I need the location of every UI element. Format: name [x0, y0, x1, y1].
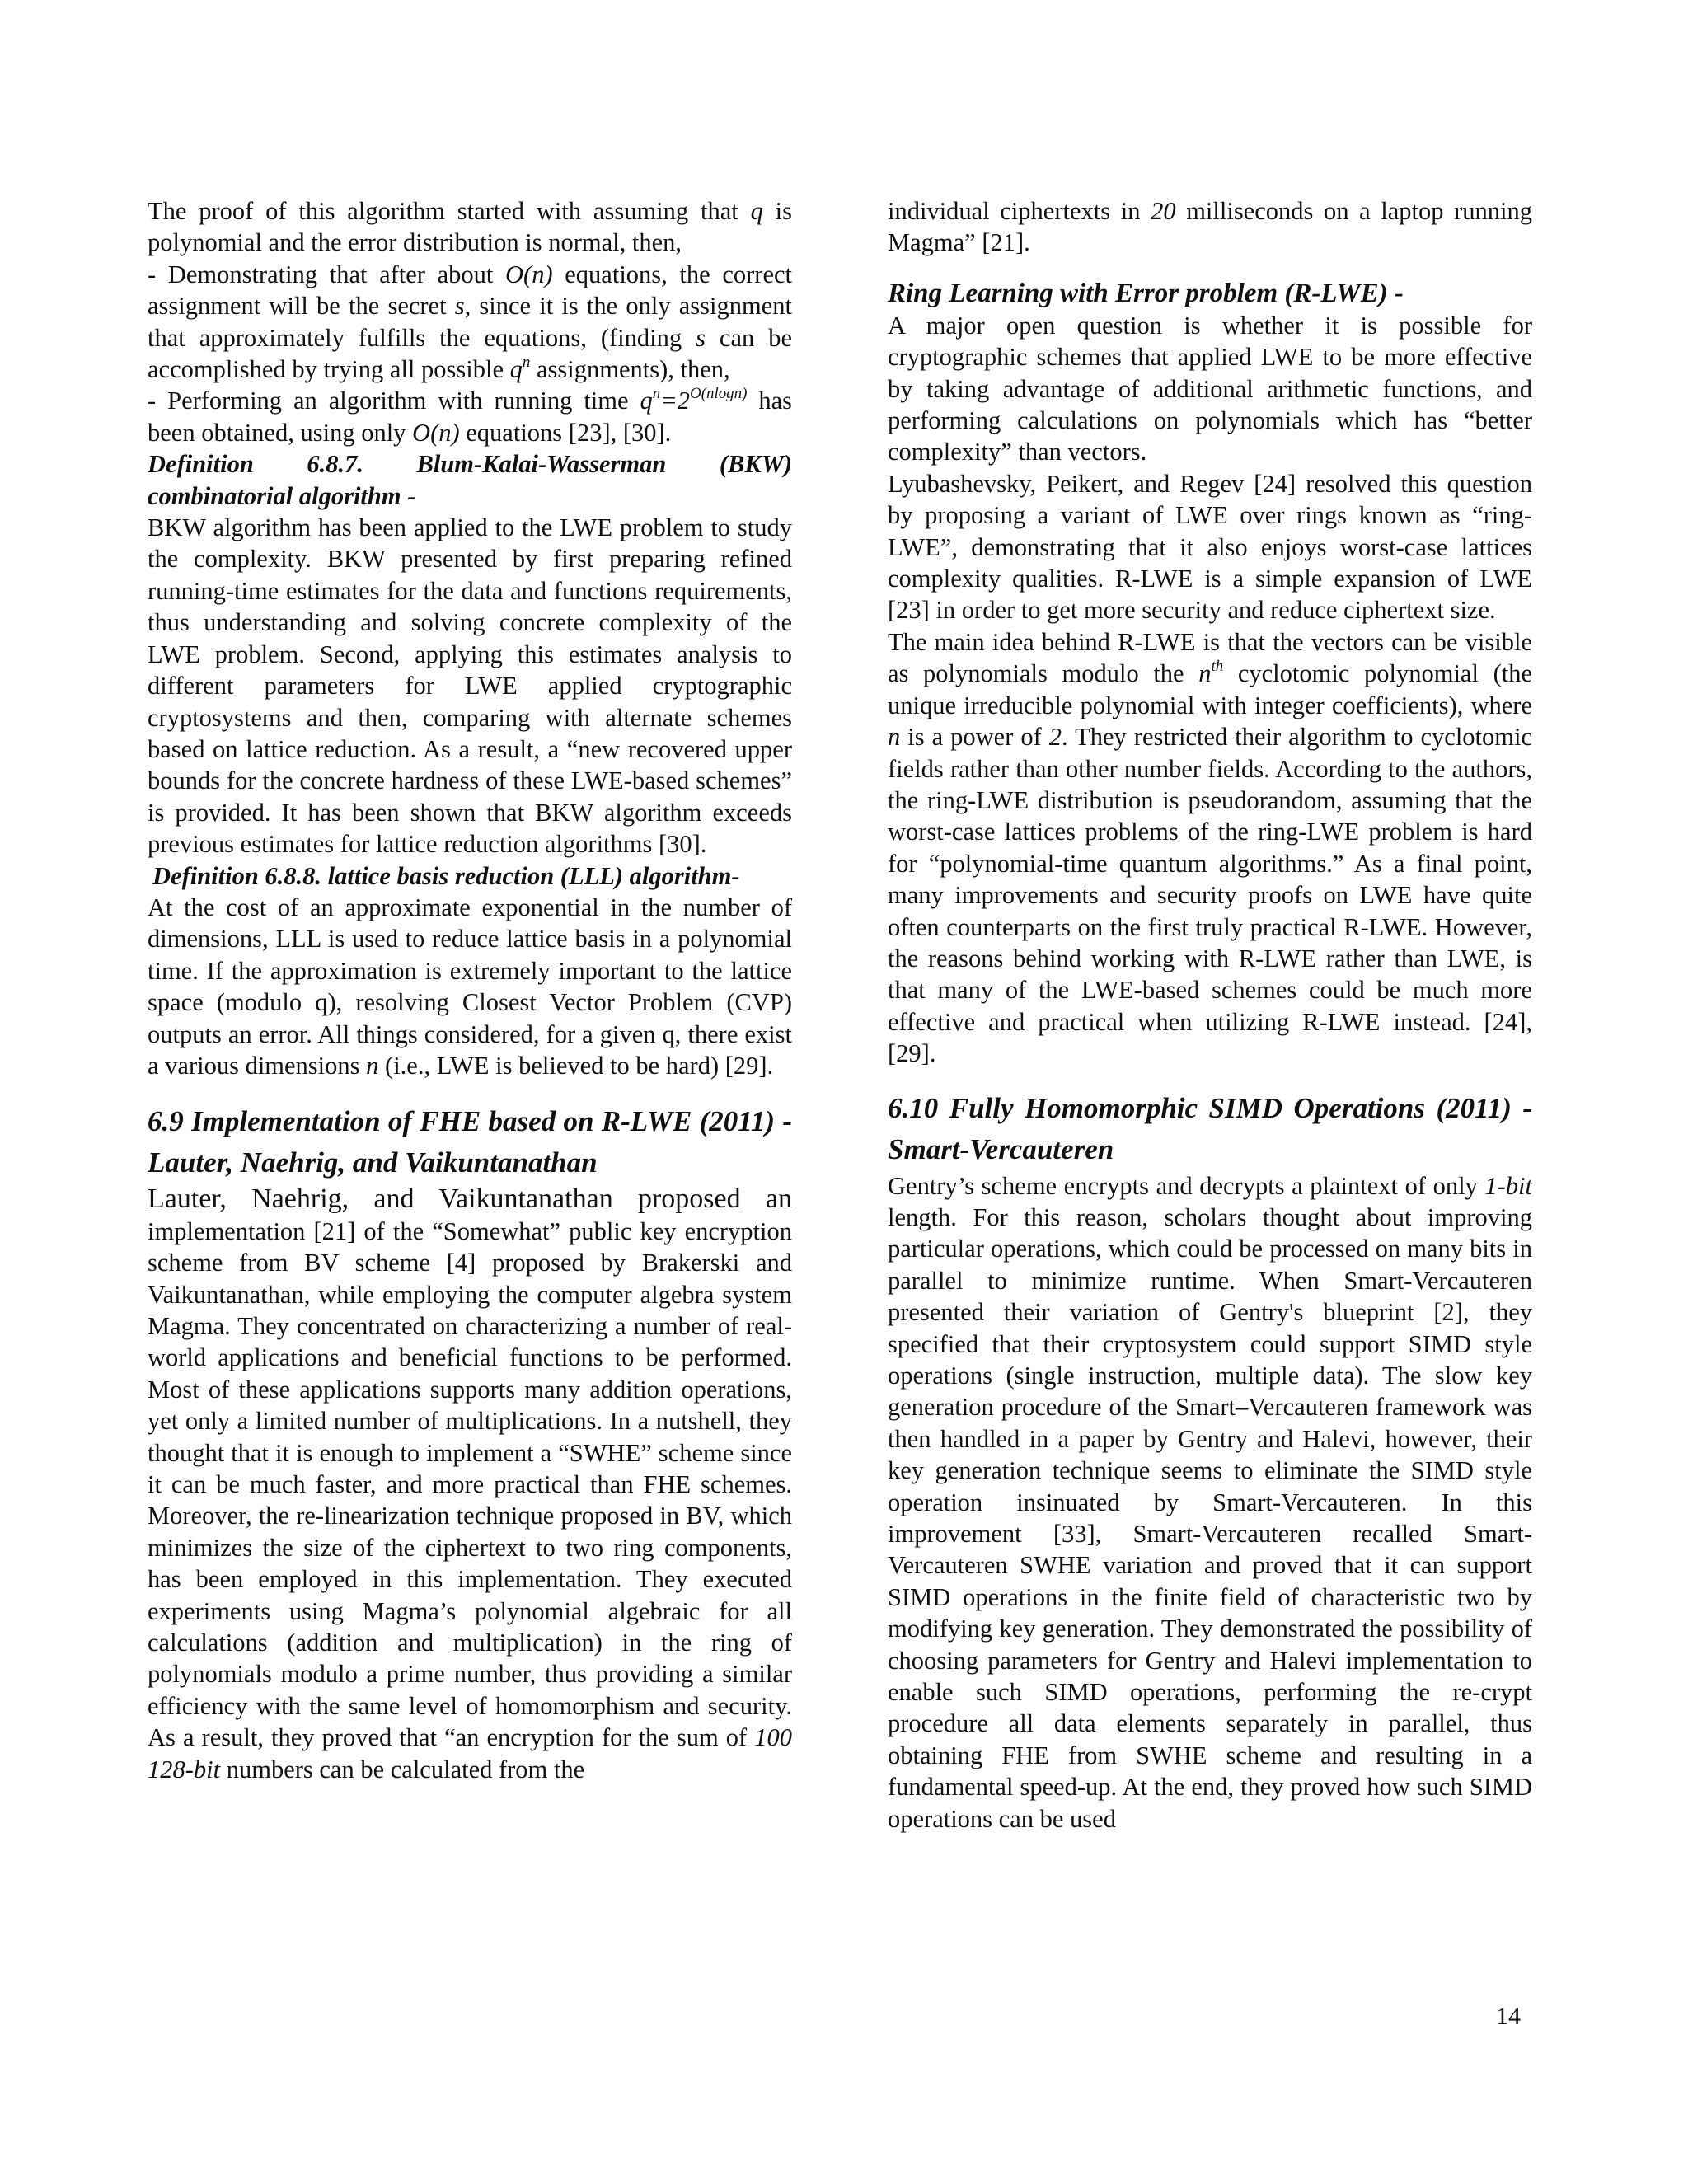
continuation-paragraph: individual ciphertexts in 20 milliseconds on a laptop running Magma” [21]. [888, 197, 1532, 257]
section-6-10-heading: 6.10 Fully Homomorphic SIMD Operations (2011) - Smart-Vercauteren [888, 1091, 1532, 1165]
definition-6-8-8-heading: Definition 6.8.8. lattice basis reduction (LLL) algorithm- [152, 861, 740, 890]
section-6-10-body: Gentry’s scheme encrypts and decrypts a plaintext of only 1-bit length. For this reason, scholars thought about improving particular operations, which could be processed on many bits in parallel to minimize runtime. When Smart-Vercauteren presented their variation of Gentry's blueprint [2], they specified that their cryptosystem could support SIMD style operations (single instruction, multiple data). The slow key generation procedure of the Smart–Vercauteren framework was then handled in a paper by Gentry and Halevi, however, their key generation technique seems to eliminate the SIMD style operation insinuated by Smart-Vercauteren. In this improvement [33], Smart-Vercauteren recalled Smart-Vercauteren SWHE variation and proved that it can support SIMD operations in the finite field of characteristic two by modifying key generation. They demonstrated the possibility of choosing parameters for Gentry and Halevi implementation to enable such SIMD operations, performing the re-crypt procedure all data elements separately in parallel, thus obtaining FHE from SWHE scheme and resulting in a fundamental speed-up. At the end, they proved how such SIMD operations can be used [888, 1171, 1532, 1833]
definition-6-8-8-body: At the cost of an approximate exponential in the number of dimensions, LLL is used to reduce lattice basis in a polynomial time. If the approximation is extremely important to the lattice space (modulo q), resolving Closest Vector Problem (CVP) outputs an error. All things considered, for a given q, there exist a various dimensions n (i.e., LWE is believed to be hard) [29]. [148, 893, 792, 1080]
proof-step-2: - Performing an algorithm with running time $q^n=2^{O(nlogn)}$ has been obtained, using only O(n) equations [23], [30]. [148, 385, 792, 447]
right-column [888, 195, 1532, 1835]
proof-step-1: - Demonstrating that after about O(n) equations, the correct assignment will be the secret s, since it is the only assignment that approximately fulfills the equations, (finding s can be accomplished by trying all possible $q^n$ assignments), then, [148, 260, 793, 384]
rlwe-paragraph-1: A major open question is whether it is possible for cryptographic schemes that applied LWE to be more effective by taking advantage of additional arithmetic functions, and performing calculations on polynomials which has “better complexity” than vectors. [888, 311, 1532, 466]
rlwe-paragraph-3: The main idea behind R-LWE is that the vectors can be visible as polynomials modulo the $n^{th}$ cyclotomic polynomial (the unique irreducible polynomial with integer coefficients), where n is a power of 2. They restricted their algorithm to cyclotomic fields rather than other number fields. According to the authors, the ring-LWE distribution is pseudorandom, assuming that the worst-case lattices problems of the ring-LWE problem is hard for “polynomial-time quantum algorithms.” As a final point, many improvements and security proofs on LWE have quite often counterparts on the first truly practical R-LWE. However, the reasons behind working with R-LWE rather than LWE, is that many of the LWE-based schemes could be much more effective and practical when utilizing R-LWE instead. [24], [29]. [888, 627, 1533, 1068]
left-column [148, 195, 792, 1785]
rlwe-heading: Ring Learning with Error problem (R-LWE) - [888, 278, 1404, 308]
definition-6-8-7-body: BKW algorithm has been applied to the LWE problem to study the complexity. BKW presented by first preparing refined running-time estimates for the data and functions requirements, thus understanding and solving concrete complexity of the LWE problem. Second, applying this estimates analysis to different parameters for LWE applied cryptographic cryptosystems and then, comparing with alternate schemes based on lattice reduction. As a result, a “new recovered upper bounds for the concrete hardness of these LWE-based schemes” is provided. It has been shown that BKW algorithm exceeds previous estimates for lattice reduction algorithms [30]. [148, 513, 792, 859]
page-number: 14 [1496, 2003, 1521, 2030]
definition-6-8-7-heading: Definition 6.8.7. Blum-Kalai-Wasserman (BKW) combinatorial algorithm - [148, 450, 792, 510]
rlwe-paragraph-2: Lyubashevsky, Peikert, and Regev [24] resolved this question by proposing a variant of LWE over rings known as “ring- LWE”, demonstrating that it also enjoys worst-case lattices complexity qualities. R-LWE is a simple expansion of LWE [23] in order to get more security and reduce ciphertext size. [888, 469, 1532, 625]
section-6-9-body: Lauter, Naehrig, and Vaikuntanathan proposed an implementation [21] of the “Somewhat” public key encryption scheme from BV scheme [4] proposed by Brakerski and Vaikuntanathan, while employing the computer algebra system Magma. They concentrated on characterizing a number of real-world applications and beneficial functions to be performed. Most of these applications supports many addition operations, yet only a limited number of multiplications. In a nutshell, they thought that it is enough to implement a “SWHE” scheme since it can be much faster, and more practical than FHE schemes. Moreover, the re-linearization technique proposed in BV, which minimizes the size of the ciphertext to two ring components, has been employed in this implementation. They executed experiments using Magma’s polynomial algebraic for all calculations (addition and multiplication) in the ring of polynomials modulo a prime number, thus providing a similar efficiency with the same level of homomorphism and security. As a result, they proved that “an encryption for the sum of 100 128-bit numbers can be calculated from the [148, 1183, 792, 1783]
proof-paragraph: The proof of this algorithm started with assuming that q is polynomial and the error distribution is normal, then, [148, 197, 793, 257]
section-6-9-heading: 6.9 Implementation of FHE based on R-LWE (2011) - Lauter, Naehrig, and Vaikuntanathan [148, 1105, 792, 1179]
